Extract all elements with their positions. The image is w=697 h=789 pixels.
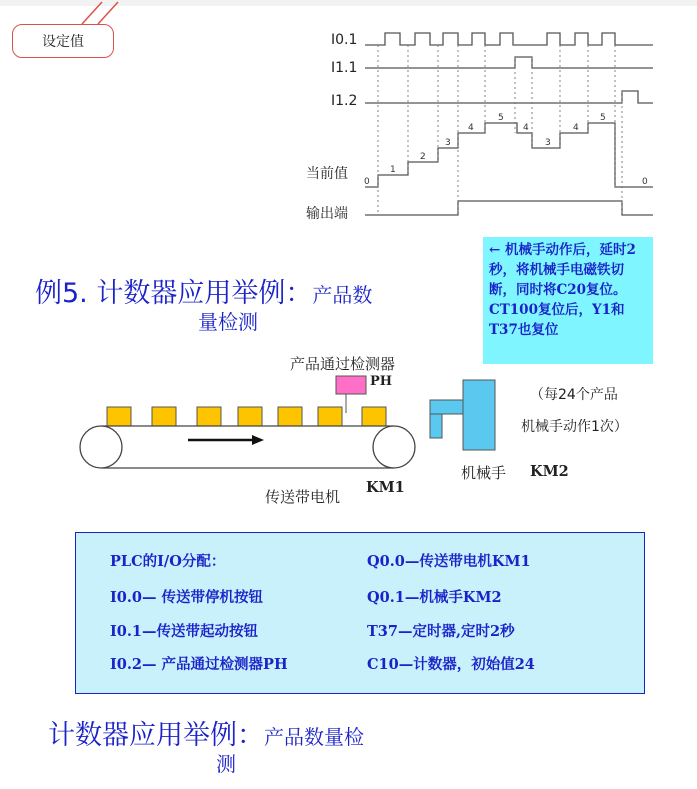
belt-roller-left: [80, 426, 122, 468]
robot-gripper: [430, 414, 442, 438]
count-label-0: 0: [364, 177, 370, 187]
signal-label-i11: I1.1: [331, 60, 358, 76]
robot-arm: [430, 400, 463, 414]
product-box: [318, 407, 342, 426]
io-left-3: I0.2— 产品通过检测器PH: [110, 656, 288, 673]
i01-waveform: [365, 33, 653, 45]
count-label-4b: 4: [523, 123, 529, 133]
count-label-3: 3: [445, 138, 451, 148]
bottom-title: [48, 713, 364, 752]
product-box: [152, 407, 176, 426]
bottom-title-sub1: 产品数量检: [264, 725, 364, 749]
robot-note-box: [483, 237, 653, 364]
count-label-5b: 5: [600, 113, 606, 123]
count-label-5: 5: [498, 113, 504, 123]
example-title-sub1: 产品数: [312, 283, 373, 307]
output-waveform: [365, 201, 653, 215]
km2-label: KM2: [530, 463, 569, 480]
per-24-note-line1: （每24个产品: [530, 387, 618, 403]
io-left-0: PLC的I/O分配：: [110, 553, 226, 570]
example-title: [35, 271, 372, 310]
bottom-title-main: 计数器应用举例：: [48, 720, 264, 751]
count-label-3b: 3: [545, 138, 551, 148]
io-left-1: I0.0— 传送带停机按钮: [110, 589, 264, 606]
conveyor-diagram: [70, 370, 510, 480]
setpoint-callout: [12, 24, 114, 58]
per-24-note-line2: 机械手动作1次）: [521, 419, 628, 435]
current-value-label: 当前值: [306, 166, 348, 182]
signal-label-i01: I0.1: [331, 32, 358, 48]
timing-diagram: [360, 25, 660, 225]
setpoint-label: 设定值: [42, 34, 84, 50]
bottom-title-sub2: 测: [216, 752, 236, 776]
product-box: [362, 407, 386, 426]
product-box: [238, 407, 262, 426]
io-assignment-box: [75, 532, 645, 694]
io-right-2: T37—定时器,定时2秒: [367, 623, 515, 640]
ph-label: PH: [370, 374, 393, 389]
io-right-3: C10—计数器，初始值24: [367, 656, 535, 673]
io-left-2: I0.1—传送带起动按钮: [110, 623, 259, 640]
detector-label: 产品通过检测器: [290, 355, 396, 373]
robot-note-text: ← 机械手动作后，延时2秒，将机械手电磁铁切断，同时将C20复位。CT100复位后，Y1和T37也复位: [489, 242, 636, 338]
count-label-4c: 4: [573, 123, 579, 133]
direction-arrow-head: [252, 435, 264, 445]
product-box: [107, 407, 131, 426]
belt-roller-right: [373, 426, 415, 468]
product-box: [278, 407, 302, 426]
example-title-sub2: 量检测: [198, 310, 258, 334]
conveyor-motor-label: 传送带电机: [265, 488, 341, 506]
count-label-2: 2: [420, 152, 426, 162]
count-label-1: 1: [390, 165, 396, 175]
io-right-1: Q0.1—机械手KM2: [367, 589, 502, 606]
km1-label: KM1: [366, 479, 405, 496]
robot-body: [463, 380, 495, 450]
robot-label: 机械手: [461, 464, 507, 482]
io-right-0: Q0.0—传送带电机KM1: [367, 553, 531, 570]
signal-label-i12: I1.2: [331, 93, 358, 109]
example-title-main: 例5. 计数器应用举例：: [35, 278, 313, 309]
product-box: [197, 407, 221, 426]
output-label: 输出端: [306, 206, 348, 222]
count-label-0b: 0: [642, 177, 648, 187]
count-label-4: 4: [468, 123, 474, 133]
ph-sensor: [336, 376, 366, 394]
